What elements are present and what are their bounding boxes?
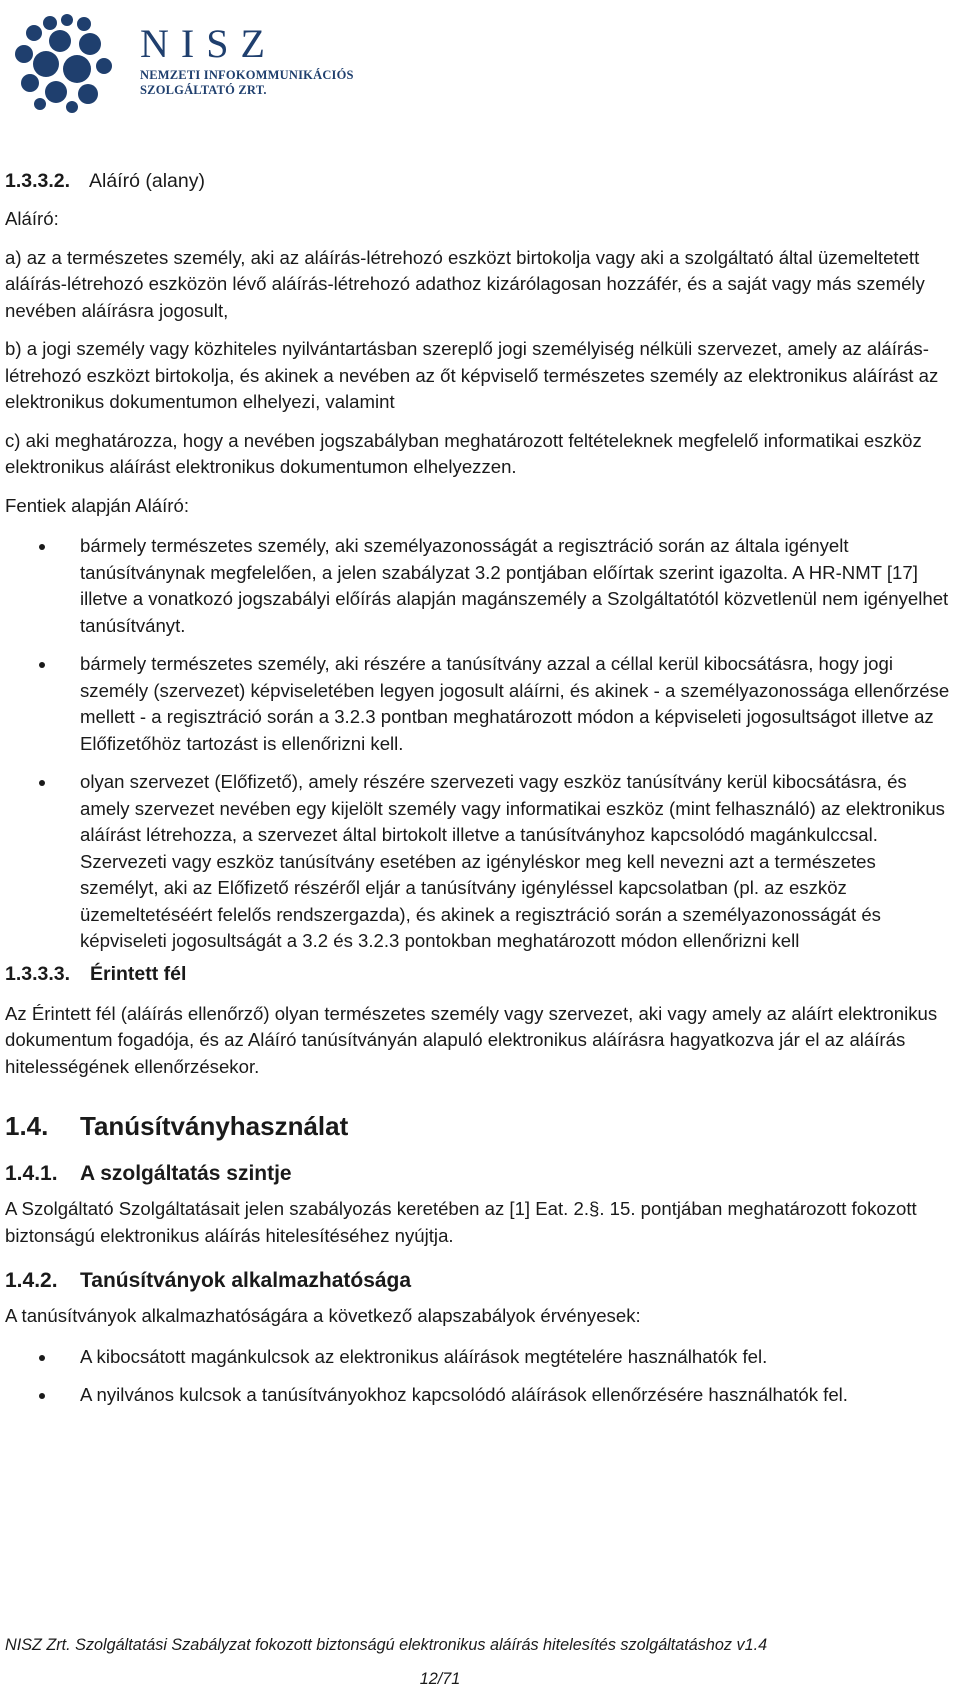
heading-142 [5, 1267, 955, 1295]
heading-1333 [5, 961, 955, 987]
alkalmazhatosag-bullet-list [5, 1344, 955, 1409]
heading-number: 1.3.3.3. [5, 962, 71, 985]
list-item [5, 769, 955, 955]
nisz-logo-dots-icon [10, 6, 120, 114]
heading-141 [5, 1160, 955, 1188]
bullet-icon [39, 544, 45, 550]
alkalmazhatosag-intro: A tanúsítványok alkalmazhatóságára a következő alapszabályok érvényesek: [5, 1305, 641, 1326]
bullet-icon [39, 780, 45, 786]
szolgaltatas-szintje-text: A Szolgáltató Szolgáltatásait jelen szabályozás keretében az [1] Eat. 2.§. 15. pontjában meghatározott fokozott biztonságú elektronikus aláírás hitelesítéséhez nyújtja. [5, 1198, 917, 1246]
heading-number: 1.4.2. [5, 1269, 58, 1292]
heading-14 [5, 1110, 955, 1142]
erintett-fel-text: Az Érintett fél (aláírás ellenőrző) olyan természetes személy vagy szervezet, aki vagy amely az aláírt elektronikus dokumentum fogadója, és az Aláíró tanúsítványán alapuló elektronikus aláírásra hagyatkozva jár el az aláírás hitelességének ellenőrzésekor. [5, 1002, 938, 1077]
heading-number: 1.4. [5, 1111, 49, 1141]
heading-number: 1.3.3.2. [5, 170, 71, 192]
list-item-text: A kibocsátott magánkulcsok az elektronikus aláírások megtételére használhatók fel. [80, 1345, 768, 1367]
page-number: 12/71 [419, 1670, 461, 1688]
list-item-text: bármely természetes személy, aki személyazonosságát a regisztráció során az általa igényelt tanúsítványnak megfelelően, a jelen szabályzat 3.2 pontjában előírtak szerint igazolta. A HR-NMT [17] illetve a vonatkozó jogszabályi előírás alapján magánszemély a Szolgáltatótól közvetlenül nem igényelhet tanúsítványt. [80, 535, 949, 636]
list-item-text: bármely természetes személy, aki részére a tanúsítvány azzal a céllal kerül kibocsátásra, hogy jogi személy (szervezet) képviseletében legyen jogosult aláírni, és akinek - a személyazonossága ellenőrzése mellett - a regisztráció során a 3.2.3 pontban meghatározott módon a képviseleti jogosultságot illetve az Előfizetőhöz tartozást is ellenőrizni kell. [80, 653, 950, 754]
heading-title: Tanúsítványhasználat [80, 1111, 349, 1141]
nisz-logo [10, 6, 370, 114]
list-item-text: olyan szervezet (Előfizető), amely részére szervezeti vagy eszköz tanúsítvány kerül kibocsátásra, és amely szervezet nevében egy kijelölt személy vagy informatikai eszköz (mint felhasználó) az elektronikus aláírást létrehozza, a szervezet által birtokolt illetve a tanúsítványhoz kapcsolódó magánkulccsal. Szervezeti vagy eszköz tanúsítvány esetében az igényléskor meg kell nevezni azt a természetes személyt, aki az Előfizető részéről eljár a tanúsítvány igényléssel kapcsolatban (pl. az eszköz üzemeltetéséért felelős rendszergazda), és akinek a regisztráció során a személyazonosságát és képviseleti jogosultságát a 3.2 és 3.2.3 pontokban meghatározott módon ellenőrizni kell [80, 771, 945, 951]
list-item-text: A nyilvános kulcsok a tanúsítványokhoz kapcsolódó aláírások ellenőrzésére használhatók fel. [80, 1384, 848, 1405]
document-body [5, 168, 955, 1409]
heading-title: Érintett fél [90, 962, 187, 985]
list-item [5, 533, 955, 639]
heading-title: Aláíró (alany) [89, 170, 205, 192]
para-c: c) aki meghatározza, hogy a nevében jogszabályban meghatározott feltételeknek megfelelő informatikai eszköz elektronikus aláírást elektronikus dokumentumon elhelyezzen. [5, 429, 922, 477]
list-item [5, 651, 955, 757]
list-item [5, 1344, 955, 1371]
logo-wordmark [140, 21, 354, 98]
list-item [5, 1382, 955, 1409]
heading-title: Tanúsítványok alkalmazhatósága [80, 1269, 412, 1292]
logo-line2: SZOLGÁLTATÓ ZRT. [140, 83, 267, 97]
para-a: a) az a természetes személy, aki az aláírás-létrehozó eszközt birtokolja vagy aki a szolgáltató által üzemeltetett aláírás-létrehozó eszközön lévő aláírás-létrehozó adathoz kizárólagosan hozzáfér, és a saját vagy más személy nevében aláírásra jogosult, [5, 246, 925, 321]
heading-1332 [5, 168, 955, 194]
alairo-intro: Aláíró: [5, 208, 59, 229]
heading-title: A szolgáltatás szintje [80, 1162, 292, 1185]
bullet-icon [39, 662, 45, 668]
page-footer: NISZ Zrt. Szolgáltatási Szabályzat fokozott biztonságú elektronikus aláírás hitelesítés szolgáltatáshoz v1.4 [5, 1636, 768, 1654]
bullet-icon [39, 1355, 45, 1361]
logo-name: NISZ [140, 21, 277, 66]
logo-line1: NEMZETI INFOKOMMUNIKÁCIÓS [140, 68, 354, 82]
fentiek-text: Fentiek alapján Aláíró: [5, 494, 189, 516]
heading-number: 1.4.1. [5, 1162, 58, 1185]
bullet-icon [39, 1393, 45, 1399]
alairo-bullet-list [5, 533, 955, 955]
para-b: b) a jogi személy vagy közhiteles nyilvántartásban szereplő jogi személyiség nélküli szervezet, amely az aláírás-létrehozó eszközt birtokolja, és akinek a nevében az őt képviselő természetes személy az elektronikus aláírást az elektronikus dokumentumon elhelyezi, valamint [5, 338, 939, 412]
